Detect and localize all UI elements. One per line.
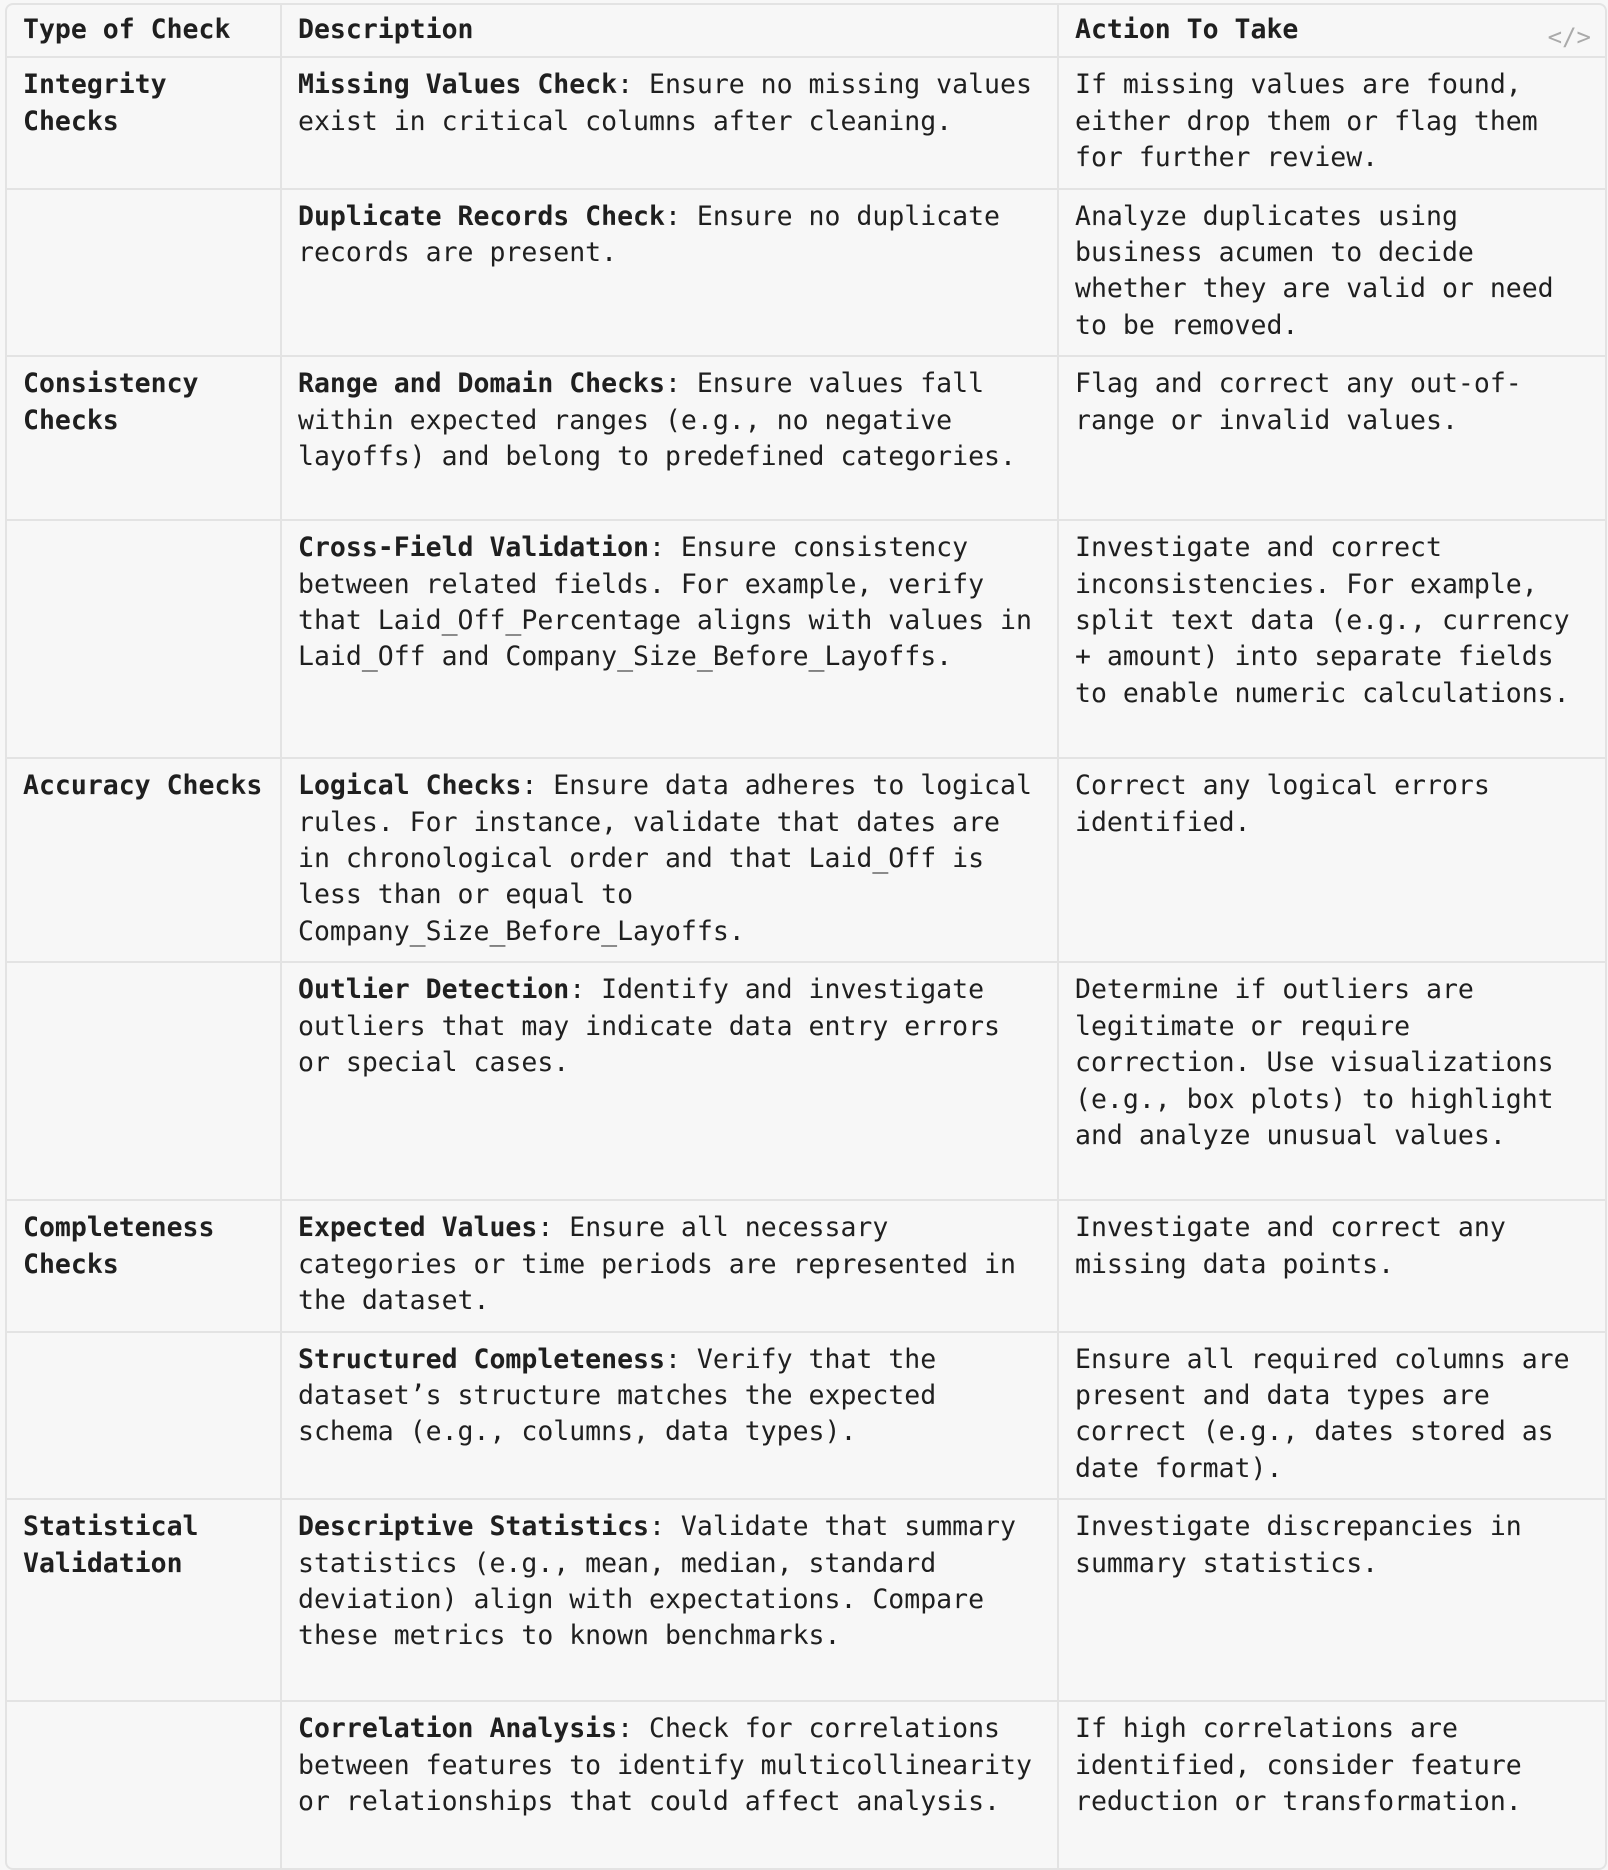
action-cell [1058,758,1605,962]
header-type-of-check: Type of Check [7,5,281,57]
description-cell [281,57,1058,188]
action-text: Investigate and correct any missing data points. [1075,1212,1506,1280]
description-text: : Ensure values fall within expected ranges (e.g., no negative layoffs) and belong to predefined categories. [298,368,1016,473]
check-type-cell [7,356,281,520]
action-text: Analyze duplicates using business acumen to decide whether they are valid or need to be removed. [1075,200,1554,341]
description-text: : Ensure all necessary categories or time periods are represented in the dataset. [298,1212,1016,1317]
check-type-cell [7,189,281,357]
table-row [7,962,1605,1200]
description-text: : Verify that the dataset’s structure matches the expected schema (e.g., columns, data types). [298,1343,937,1448]
check-type-cell [7,1332,281,1500]
table-row [7,1701,1605,1868]
description-text: : Ensure data adheres to logical rules. For instance, validate that dates are in chronological order and that Laid_Off is less than or equal to Company_Size_Before_Layoffs. [298,770,1032,947]
description-cell [281,1499,1058,1701]
description-text: : Ensure no missing values exist in critical columns after cleaning. [298,69,1032,137]
action-text: Determine if outliers are legitimate or require correction. Use visualizations (e.g., box plots) to highlight and analyze unusual values. [1075,974,1554,1151]
check-type-cell [7,57,281,188]
description-title: Outlier Detection [298,974,570,1006]
header-action-to-take [1058,5,1605,57]
description-text: : Identify and investigate outliers that may indicate data entry errors or special cases. [298,974,1000,1079]
description-title: Correlation Analysis [298,1713,618,1745]
action-text: Correct any logical errors identified. [1075,770,1490,838]
description-title: Missing Values Check [298,69,618,101]
description-cell [281,758,1058,962]
action-cell [1058,1332,1605,1500]
description-text: : Ensure consistency between related fields. For example, verify that Laid_Off_Percentage aligns with values in Laid_Off and Company_Size_Before_Layoffs. [298,532,1032,673]
data-quality-checks-table [7,5,1605,1868]
action-text: Flag and correct any out-of-range or invalid values. [1075,368,1522,436]
check-type-cell [7,1200,281,1331]
header-action-label: Action To Take [1075,14,1299,45]
description-text: : Validate that summary statistics (e.g., mean, median, standard deviation) align with expectations. Compare these metrics to known benchmarks. [298,1511,1016,1652]
description-title: Logical Checks [298,770,522,802]
description-text: : Check for correlations between features to identify multicollinearity or relationships that could affect analysis. [298,1713,1032,1817]
action-text: Ensure all required columns are present and data types are correct (e.g., dates stored as date format). [1075,1343,1570,1484]
action-cell [1058,962,1605,1200]
check-type: Statistical Validation [23,1511,199,1579]
action-text: If missing values are found, either drop them or flag them for further review. [1075,69,1538,174]
check-type-cell [7,1701,281,1868]
description-title: Descriptive Statistics [298,1511,649,1543]
description-cell [281,520,1058,758]
table-row [7,57,1605,188]
table-row [7,356,1605,520]
description-title: Range and Domain Checks [298,368,665,400]
table-header-row [7,5,1605,57]
description-cell [281,1200,1058,1331]
table-row [7,1332,1605,1500]
action-cell [1058,1499,1605,1701]
table-row [7,189,1605,357]
action-cell [1058,1200,1605,1331]
description-text: : Ensure no duplicate records are present. [298,200,1000,269]
check-type-cell [7,962,281,1200]
action-cell [1058,1701,1605,1868]
check-type: Integrity Checks [23,69,167,137]
table-row [7,1499,1605,1701]
action-text: Investigate discrepancies in summary statistics. [1075,1511,1522,1579]
check-type-cell [7,520,281,758]
data-quality-table-container [5,3,1607,1870]
action-cell [1058,189,1605,357]
check-type-cell [7,1499,281,1701]
table-row [7,520,1605,758]
description-title: Cross-Field Validation [298,532,649,564]
table-row [7,1200,1605,1331]
action-text: Investigate and correct inconsistencies. For example, split text data (e.g., currency + amount) into separate fields to enable numeric calculations. [1075,532,1570,709]
action-cell [1058,520,1605,758]
description-title: Expected Values [298,1212,538,1244]
description-cell [281,356,1058,520]
code-icon[interactable]: </> [1547,23,1591,51]
check-type: Consistency Checks [23,368,199,436]
action-text: If high correlations are identified, consider feature reduction or transformation. [1075,1713,1522,1817]
description-cell [281,962,1058,1200]
header-description: Description [281,5,1058,57]
description-cell [281,189,1058,357]
description-title: Structured Completeness [298,1343,665,1375]
action-cell [1058,57,1605,188]
check-type: Accuracy Checks [23,770,263,802]
description-cell [281,1701,1058,1868]
action-cell [1058,356,1605,520]
check-type-cell [7,758,281,962]
description-title: Duplicate Records Check [298,200,665,232]
description-cell [281,1332,1058,1500]
check-type: Completeness Checks [23,1212,215,1280]
table-row [7,758,1605,962]
